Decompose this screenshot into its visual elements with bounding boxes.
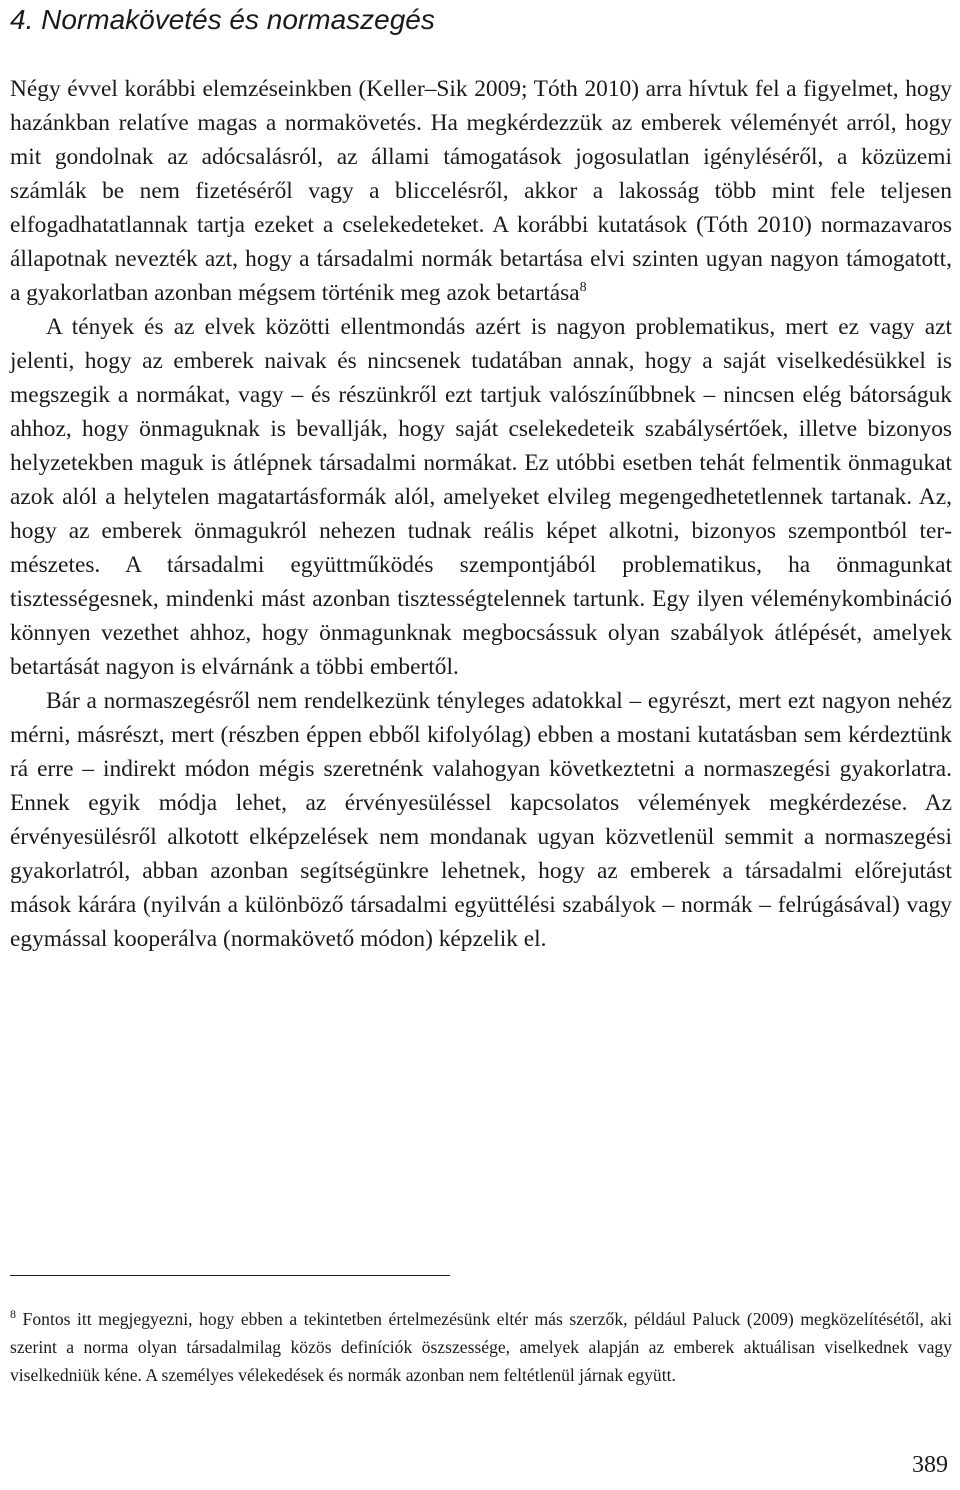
body-text: [10, 72, 952, 956]
footnote-separator: [10, 1275, 450, 1276]
document-page: [10, 0, 952, 1490]
section-heading: 4. Normakövetés és normaszegés: [10, 4, 435, 35]
paragraph-1: [10, 72, 952, 310]
paragraph-3: Bár a normaszegésről nem rendelkezünk tényleges adatokkal – egyrészt, mert ezt nagyon nehéz mérni, másrészt, mert (részben éppen ebből kifolyólag) ebben a mostani kutatásban sem kérdeztünk rá erre – indirekt módon mégis szeretnénk valahogyan következtetni a normaszegési gyakorlatra. Ennek egyik módja lehet, az érvényesüléssel kapcsolatos vélemények megkérdezése. Az érvényesülésről alkotott elképzelések nem mondanak ugyan közvetlenül semmit a normaszegési gyakorlatról, abban azonban segítségünkre lehetnek, hogy az emberek a társadalmi előrejutást mások kárára (nyilván a különböző társadalmi együttélési szabályok – normák – felrúgásával) vagy egymással kooperálva (normakövető módon) képzelik el.: [10, 688, 952, 952]
footnote-reference: 8: [579, 280, 587, 295]
page-number: 389: [912, 1452, 948, 1478]
paragraph-1-text: Négy évvel korábbi elemzéseinkben (Keller–Sik 2009; Tóth 2010) arra hívtuk fel a figyelmet, hogy hazánkban relatíve magas a normakövetés. Ha megkérdezzük az emberek véleményét arról, hogy mit gondolnak az adócsalásról, az állami támogatások jogosulatlan igényléséről, a közüzemi számlák be nem fizetéséről vagy a bliccelésről, akkor a lakosság több mint fele teljesen elfogadhatatlannak tartja ezeket a cselekedeteket. A korábbi kutatások (Tóth 2010) normazavaros állapotnak nevezték azt, hogy a társadalmi normák betartása elvi szinten ugyan nagyon támogatott, a gyakorlatban azonban mégsem történik meg azok betartása: [10, 76, 952, 306]
footnote-text: Fontos itt megjegyezni, hogy ebben a tekintetben értelmezésünk eltér más szerzők, például Paluck (2009) megközelítésétől, aki szerint a norma olyan társadalmilag közös definíciók öszszessége, amelyek alapján az emberek aktuálisan viselkednek vagy viselkedniük kéne. A személyes vélekedések és normák azonban nem feltétlenül járnak együtt.: [10, 1309, 952, 1385]
footnote: [10, 1305, 952, 1389]
footnote-number: 8: [10, 1307, 16, 1321]
paragraph-2: A tények és az elvek közötti ellentmondás azért is nagyon problematikus, mert ez vagy azt jelenti, hogy az emberek naivak és nincsenek tudatában annak, hogy a saját viselkedésükkel is megszegik a normákat, vagy – és részünkről ezt tartjuk valószínűbbnek – nincsen elég bátorságuk ahhoz, hogy önmaguknak is bevallják, hogy saját cselekedeteik szabálysértőek, illetve bizonyos helyzetekben maguk is átlépnek társadalmi normákat. Ez utóbbi esetben tehát felmentik önmagukat azok alól a helytelen magatartásformák alól, amelyeket elvileg megengedhetetlennek tartanak. Az, hogy az emberek önmagukról nehezen tudnak reális képet alkotni, bizonyos szempontból természetes. A társadalmi együttműködés szempontjából problematikus, ha önmagunkat tisztességesnek, mindenki mást azonban tisztességtelennek tartunk. Egy ilyen véleménykombináció könnyen vezethet ahhoz, hogy önmagunknak megbocsássuk olyan szabályok átlépését, amelyek betartását nagyon is elvárnánk a többi embertől.: [10, 314, 952, 680]
